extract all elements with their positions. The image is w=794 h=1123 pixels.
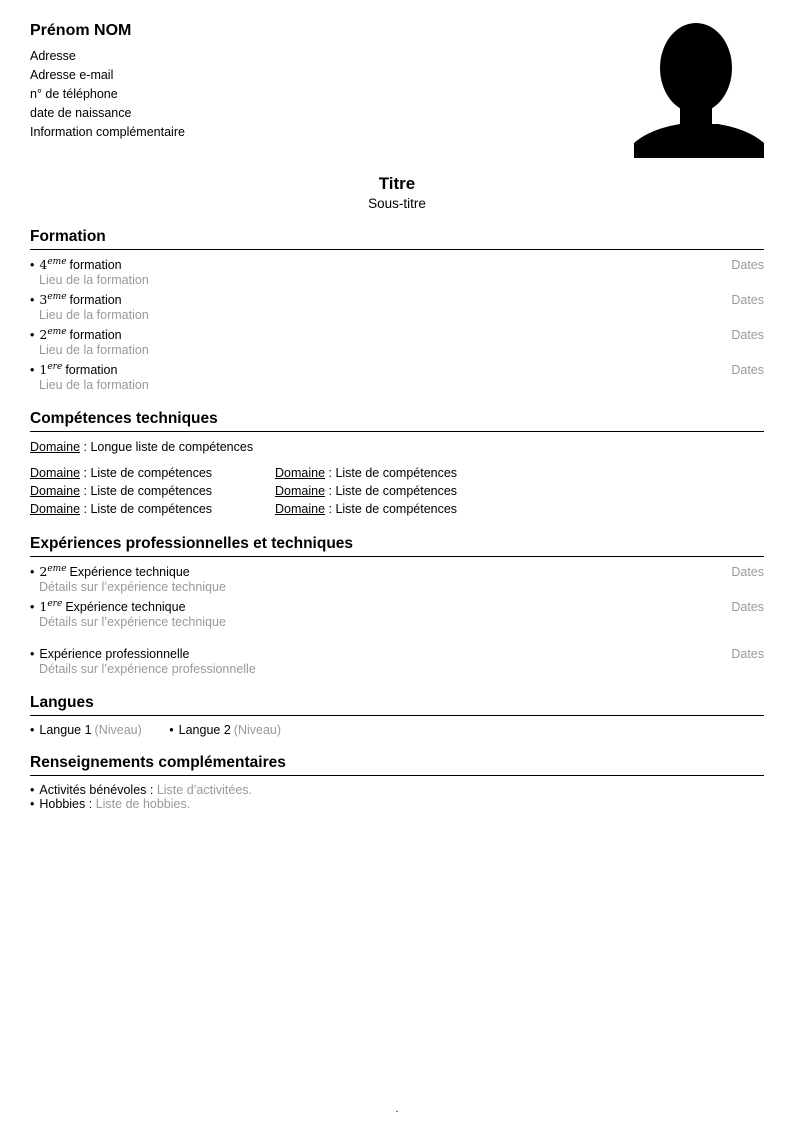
header xyxy=(30,16,764,158)
competences-grid xyxy=(30,464,764,518)
experience-entry-line xyxy=(30,564,764,580)
section-heading-experiences: Expériences professionnelles et techniques xyxy=(30,535,764,557)
experience-dates: Dates xyxy=(731,600,764,614)
separator: : xyxy=(85,797,96,811)
competence-domain: Domaine xyxy=(30,484,81,498)
competence-value: Longue liste de compétences xyxy=(90,440,254,454)
renseignement-label: Activités bénévoles xyxy=(39,783,147,797)
separator: : xyxy=(80,484,91,498)
separator: : xyxy=(80,466,91,480)
bullet: • xyxy=(30,565,35,579)
birthdate-line: date de naissance xyxy=(30,106,132,120)
bullet: • xyxy=(169,723,174,737)
entry-ordinal-suffix: eme xyxy=(47,326,67,337)
competence-value: Liste de compétences xyxy=(90,466,213,480)
separator: : xyxy=(146,783,157,797)
bullet: • xyxy=(30,293,35,307)
competences-section xyxy=(30,439,764,518)
experience-title xyxy=(30,599,731,615)
cv-title: Titre xyxy=(378,174,416,193)
entry-ordinal-suffix: eme xyxy=(47,563,67,574)
formation-entry xyxy=(30,257,764,288)
formation-entry xyxy=(30,292,764,323)
entry-ordinal-suffix: ere xyxy=(47,598,63,609)
renseignement-item xyxy=(30,797,764,811)
formation-dates: Dates xyxy=(731,363,764,377)
competence-domain: Domaine xyxy=(275,466,326,480)
entry-number: 1 xyxy=(39,599,48,614)
bullet: • xyxy=(30,723,35,737)
competence-item xyxy=(275,500,764,518)
renseignement-value: Liste de hobbies. xyxy=(95,797,191,811)
bullet: • xyxy=(30,600,35,614)
language-item xyxy=(169,723,281,737)
experience-entry xyxy=(30,646,764,677)
formation-title xyxy=(30,257,731,273)
spacer xyxy=(30,634,764,646)
formation-dates: Dates xyxy=(731,258,764,272)
renseignements-section xyxy=(30,783,764,811)
renseignement-label: Hobbies xyxy=(39,797,86,811)
title-block xyxy=(30,174,764,211)
address-line: Adresse xyxy=(30,49,76,63)
section-heading-competences: Compétences techniques xyxy=(30,410,764,432)
section-heading-renseignements: Renseignements complémentaires xyxy=(30,754,764,776)
entry-ordinal-suffix: eme xyxy=(47,291,67,302)
entry-ordinal-suffix: eme xyxy=(47,256,67,267)
formation-entry-line xyxy=(30,292,764,308)
competence-domain: Domaine xyxy=(30,440,81,454)
competence-item xyxy=(30,500,275,518)
entry-label: Expérience professionnelle xyxy=(39,647,190,661)
competence-value: Liste de compétences xyxy=(335,484,458,498)
langues-section xyxy=(30,723,764,737)
formation-title xyxy=(30,362,731,378)
competence-domain: Domaine xyxy=(30,466,81,480)
formation-dates: Dates xyxy=(731,293,764,307)
competence-item xyxy=(275,482,764,500)
separator: : xyxy=(325,484,336,498)
competence-item xyxy=(275,464,764,482)
formation-entry-line xyxy=(30,327,764,343)
entry-label: Expérience technique xyxy=(69,565,190,579)
separator: : xyxy=(325,502,336,516)
language-item xyxy=(30,723,142,737)
renseignement-value: Liste d’activitées. xyxy=(156,783,253,797)
formation-title xyxy=(30,327,731,343)
experience-details: Détails sur l’expérience technique xyxy=(39,580,226,594)
competence-domain: Domaine xyxy=(275,484,326,498)
competence-main-item xyxy=(30,439,764,456)
entry-number: 1 xyxy=(39,362,48,377)
formation-entry xyxy=(30,362,764,393)
experience-entry-line xyxy=(30,646,764,662)
entry-label: formation xyxy=(69,293,122,307)
competence-item xyxy=(30,482,275,500)
person-silhouette-icon xyxy=(634,16,764,158)
email-line: Adresse e-mail xyxy=(30,68,114,82)
entry-label: Expérience technique xyxy=(65,600,186,614)
formation-section xyxy=(30,257,764,393)
entry-label: formation xyxy=(69,328,122,342)
formation-place: Lieu de la formation xyxy=(39,378,149,392)
renseignement-item xyxy=(30,783,764,797)
identity-block xyxy=(30,16,185,142)
bullet: • xyxy=(30,363,35,377)
separator: : xyxy=(80,440,91,454)
section-heading-langues: Langues xyxy=(30,694,764,716)
language-name: Langue 1 xyxy=(39,723,92,737)
competence-value: Liste de compétences xyxy=(90,502,213,516)
bullet: • xyxy=(30,797,35,811)
language-level: (Niveau) xyxy=(233,723,282,737)
section-heading-formation: Formation xyxy=(30,228,764,250)
experience-entry-line xyxy=(30,599,764,615)
competence-item xyxy=(30,464,275,482)
experience-dates: Dates xyxy=(731,565,764,579)
bullet: • xyxy=(30,647,35,661)
formation-place: Lieu de la formation xyxy=(39,308,149,322)
experience-details: Détails sur l’expérience technique xyxy=(39,615,226,629)
competence-value: Liste de compétences xyxy=(335,466,458,480)
entry-number: 3 xyxy=(39,292,48,307)
language-name: Langue 2 xyxy=(178,723,231,737)
entry-number: 4 xyxy=(39,257,48,272)
formation-dates: Dates xyxy=(731,328,764,342)
phone-line: n° de téléphone xyxy=(30,87,118,101)
formation-entry xyxy=(30,327,764,358)
entry-number: 2 xyxy=(39,327,48,342)
entry-number: 2 xyxy=(39,564,48,579)
competence-value: Liste de compétences xyxy=(90,484,213,498)
experience-title xyxy=(30,646,731,662)
bullet: • xyxy=(30,783,35,797)
competence-domain: Domaine xyxy=(30,502,81,516)
experience-dates: Dates xyxy=(731,647,764,661)
page-footer-mark: . xyxy=(395,1103,399,1115)
competence-domain: Domaine xyxy=(275,502,326,516)
extra-info-line: Information complémentaire xyxy=(30,125,185,139)
entry-ordinal-suffix: ere xyxy=(47,361,63,372)
experience-entry xyxy=(30,599,764,630)
bullet: • xyxy=(30,258,35,272)
entry-label: formation xyxy=(65,363,118,377)
formation-entry-line xyxy=(30,362,764,378)
language-level: (Niveau) xyxy=(94,723,142,737)
experience-title xyxy=(30,564,731,580)
experience-details: Détails sur l’expérience professionnelle xyxy=(39,662,256,676)
formation-entry-line xyxy=(30,257,764,273)
experience-entry xyxy=(30,564,764,595)
cv-subtitle: Sous-titre xyxy=(368,196,426,211)
entry-label: formation xyxy=(69,258,122,272)
separator: : xyxy=(80,502,91,516)
profile-photo xyxy=(634,16,764,158)
bullet: • xyxy=(30,328,35,342)
formation-title xyxy=(30,292,731,308)
experiences-section xyxy=(30,564,764,677)
formation-place: Lieu de la formation xyxy=(39,343,149,357)
separator: : xyxy=(325,466,336,480)
formation-place: Lieu de la formation xyxy=(39,273,149,287)
full-name: Prénom NOM xyxy=(30,22,132,39)
competence-value: Liste de compétences xyxy=(335,502,458,516)
